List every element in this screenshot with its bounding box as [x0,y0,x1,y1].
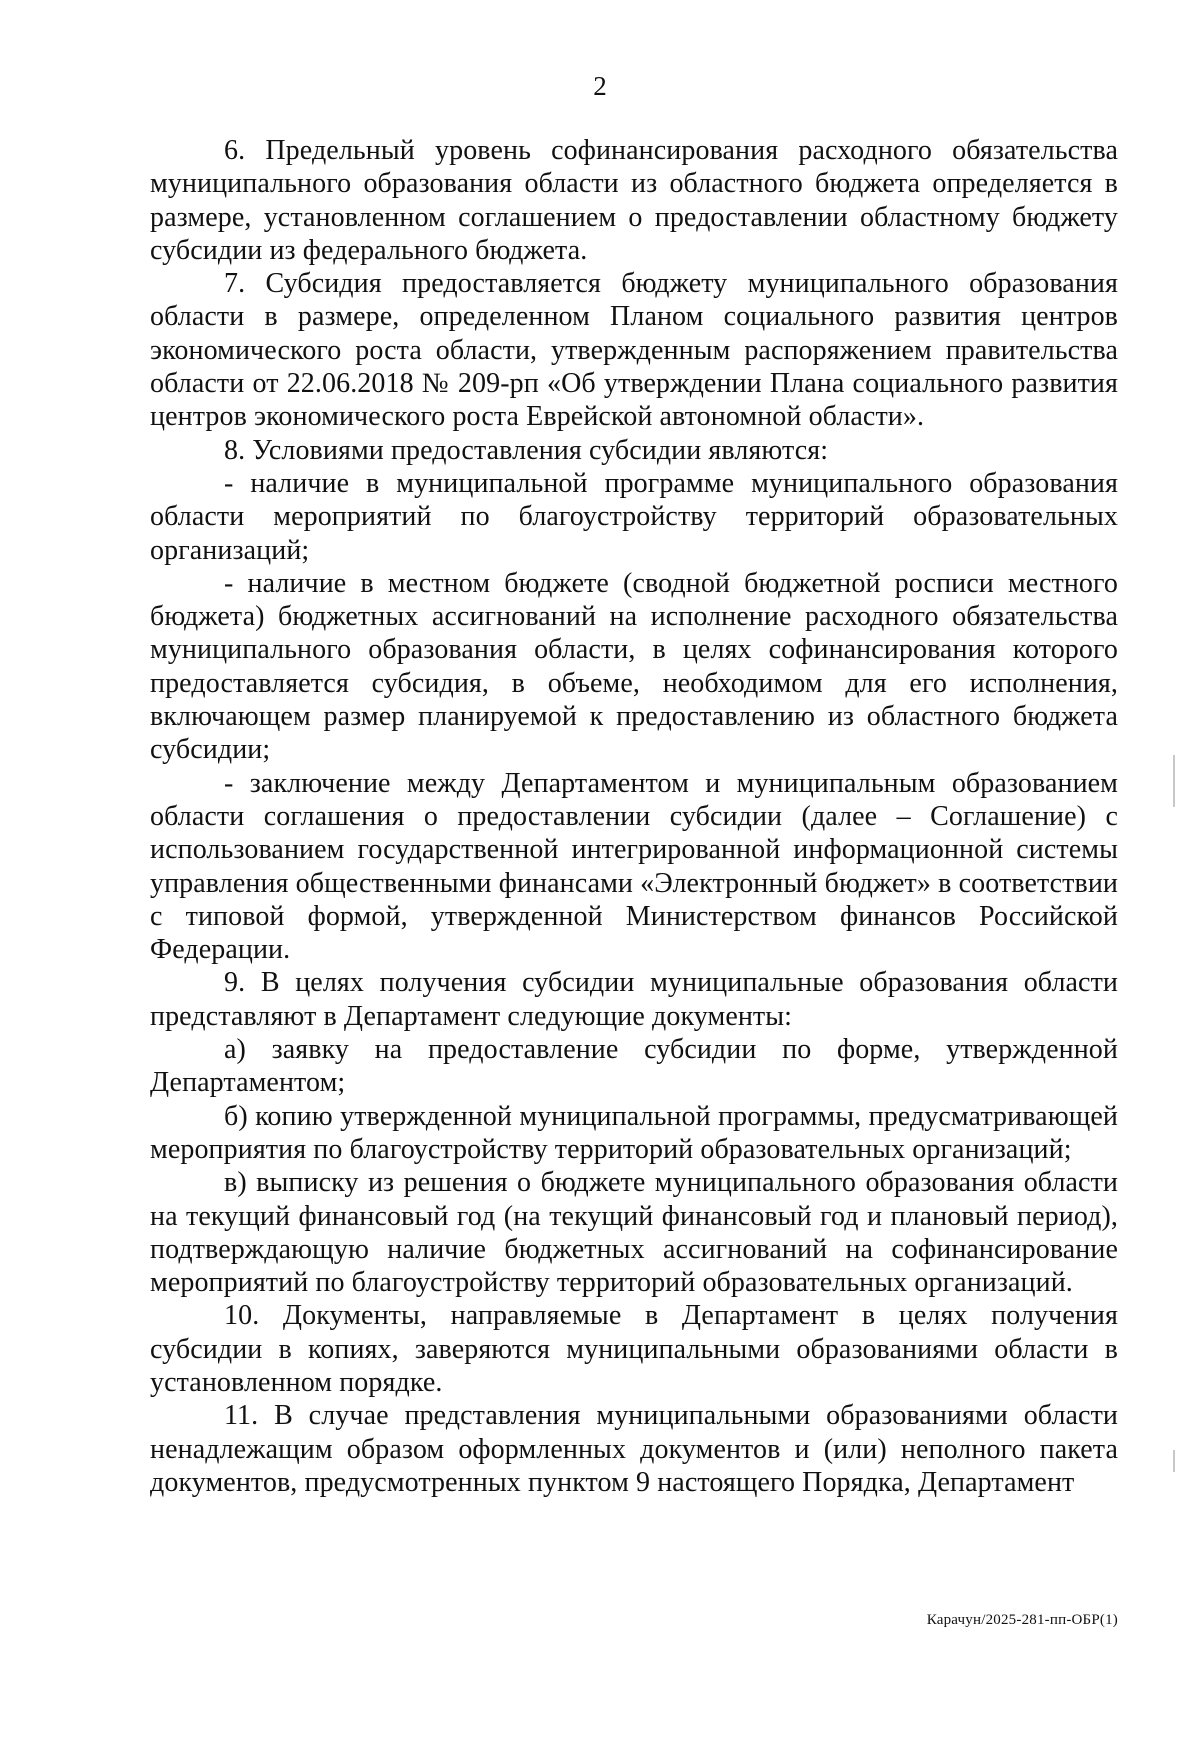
condition-item-1: - наличие в муниципальной программе муниципального образования области мероприятий по благоустройству территорий образовательных организаций; [150,467,1118,566]
scan-artifact-line [1173,755,1175,807]
paragraph-6: 6. Предельный уровень софинансирования расходного обязательства муниципального образования области из областного бюджета определяется в размере, установленном соглашением о предоставлении областному бюджету субсидии из федерального бюджета. [150,135,1118,266]
condition-item-3: - заключение между Департаментом и муниципальным образованием области соглашения о предоставлении субсидии (далее – Соглашение) с использованием государственной интегрированной информационной системы управления общественными финансами «Электронный бюджет» в соответствии с типовой формой, утвержденной Министерством финансов Российской Федерации. [150,767,1118,966]
document-footer-code: Карачун/2025-281-пп-ОБР(1) [926,1612,1118,1628]
page-number: 2 [593,71,607,101]
document-item-v: в) выписку из решения о бюджете муниципального образования области на текущий финансовый год (на текущий финансовый год и плановый период), подтверждающую наличие бюджетных ассигнований на софинансирование мероприятий по благоустройству территорий образовательных организаций. [150,1167,1118,1299]
condition-item-2: - наличие в местном бюджете (сводной бюджетной росписи местного бюджета) бюджетных ассигнований на исполнение расходного обязательства муниципального образования области, в целях софинансирования которого предоставляется субсидия, в объеме, необходимом для его исполнения, включающем размер планируемой к предоставлению из областного бюджета субсидии; [150,567,1118,766]
document-item-a: а) заявку на предоставление субсидии по форме, утвержденной Департаментом; [150,1034,1118,1099]
paragraph-11: 11. В случае представления муниципальными образованиями области ненадлежащим образом оформленных документов и (или) неполного пакета документов, предусмотренных пунктом 9 настоящего Порядка, Департамент [150,1400,1118,1498]
scan-artifact-line [1173,1450,1175,1472]
document-item-b: б) копию утвержденной муниципальной программы, предусматривающей мероприятия по благоустройству территорий образовательных организаций; [150,1100,1118,1165]
document-body [150,134,1118,1499]
paragraph-8: 8. Условиями предоставления субсидии являются: [224,434,829,466]
paragraph-10: 10. Документы, направляемые в Департамент в целях получения субсидии в копиях, заверяются муниципальными образованиями области в установленном порядке. [150,1300,1118,1398]
paragraph-7: 7. Субсидия предоставляется бюджету муниципального образования области в размере, определенном Планом социального развития центров экономического роста области, утвержденным распоряжением правительства области от 22.06.2018 № 209-рп «Об утверждении Плана социального развития центров экономического роста Еврейской автономной области». [150,268,1118,433]
paragraph-9: 9. В целях получения субсидии муниципальные образования области представляют в Департамент следующие документы: [150,967,1118,1032]
